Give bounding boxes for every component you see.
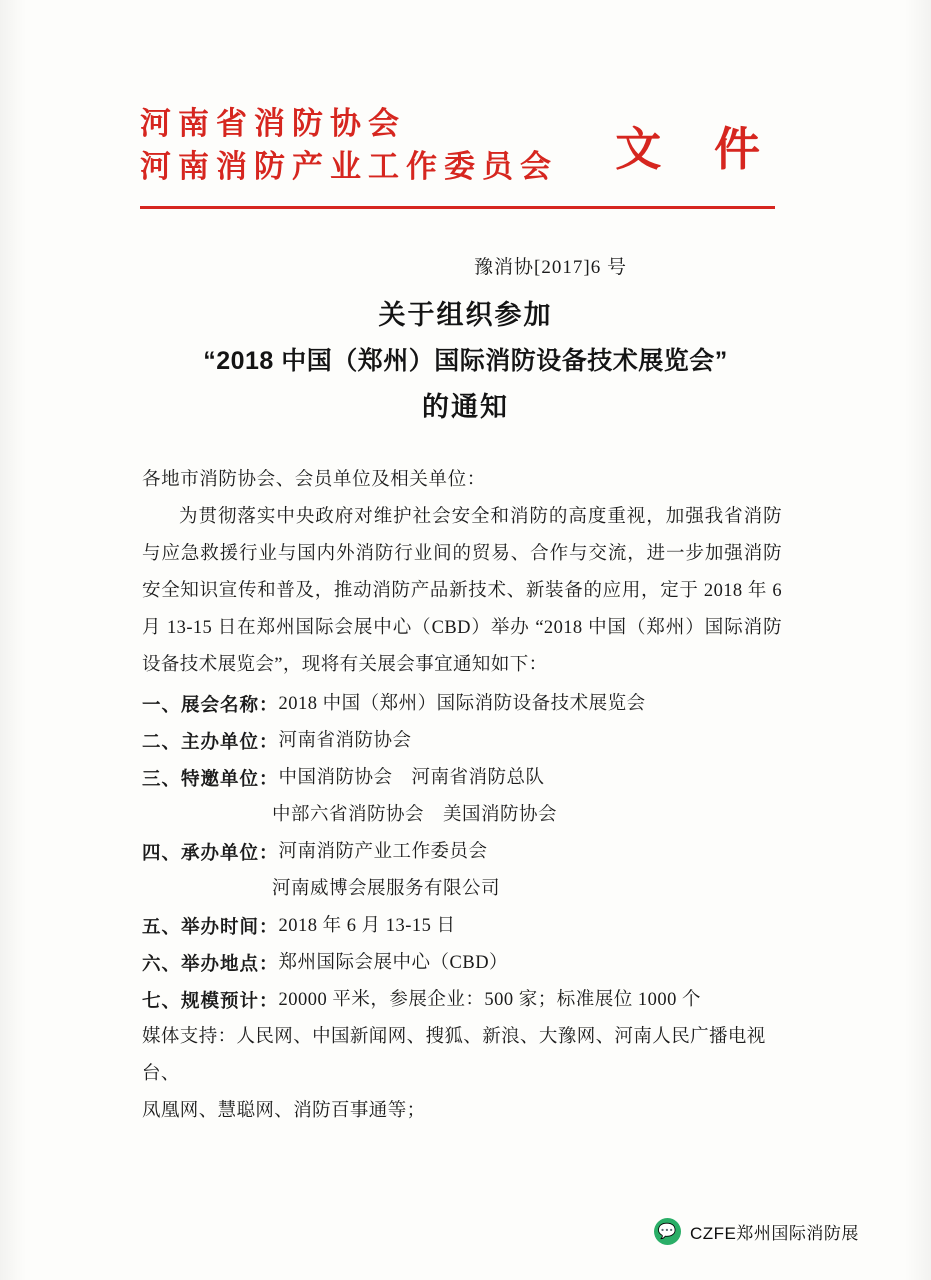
media-support-line-1: 媒体支持：人民网、中国新闻网、搜狐、新浪、大豫网、河南人民广播电视台、 (142, 1027, 766, 1084)
letterhead-document-word: 文 件 (615, 123, 780, 175)
list-item-label: 四、承办单位： (142, 842, 279, 863)
list-item (142, 834, 782, 871)
footer-watermark (654, 1218, 859, 1245)
title-line-2: “2018 中国（郑州）国际消防设备技术展览会” (203, 347, 728, 375)
list-item-label: 六、举办地点： (142, 953, 279, 974)
list-item-value: 河南消防产业工作委员会 (278, 842, 488, 862)
scan-edge-right (905, 0, 931, 1280)
list-item-subvalue: 中部六省消防协会 美国消防协会 (272, 805, 558, 825)
letterhead-org-lines (140, 108, 558, 183)
list-item-label: 二、主办单位： (142, 731, 279, 752)
list-item (142, 723, 782, 760)
list-item-subvalue: 河南威博会展服务有限公司 (272, 879, 501, 899)
title-line-3: 的通知 (422, 392, 509, 422)
letterhead-line-2: 河南消防产业工作委员会 (140, 149, 558, 184)
list-item-label: 五、举办时间： (142, 916, 279, 937)
letterhead-line-1: 河南省消防协会 (140, 106, 406, 142)
scan-edge-left (0, 0, 26, 1280)
list-item-label: 一、展会名称： (142, 694, 279, 715)
list-item (142, 686, 782, 723)
document-body (142, 462, 782, 1130)
letterhead (140, 86, 790, 206)
numbered-items-list (142, 686, 782, 1019)
body-salutation: 各地市消防协会、会员单位及相关单位： (142, 470, 486, 490)
wechat-icon-glyph: 💬 (657, 1223, 678, 1240)
list-item (142, 945, 782, 982)
list-item-value: 郑州国际会展中心（CBD） (278, 953, 509, 973)
list-item-value: 中国消防协会 河南省消防总队 (278, 768, 545, 788)
wechat-icon (654, 1218, 681, 1245)
list-item (142, 760, 782, 797)
document-title (0, 292, 931, 430)
document-number: 豫消协[2017]6 号 (474, 257, 627, 278)
list-item-value: 2018 中国（郑州）国际消防设备技术展览会 (278, 694, 646, 714)
list-item-value: 20000 平米，参展企业：500 家；标准展位 1000 个 (278, 990, 702, 1010)
body-intro-paragraph: 为贯彻落实中央政府对维护社会安全和消防的高度重视，加强我省消防与应急救援行业与国内外消防行业间的贸易、合作与交流，进一步加强消防安全知识宣传和普及，推动消防产品新技术、新装备的应用，定于 2018 年 6 月 13-15 日在郑州国际会展中心（CBD）举办 “2018 中国（郑州）国际消防设备技术展览会”，现将有关展会事宜通知如下： (142, 507, 782, 675)
footer-badge-label: CZFE郑州国际消防展 (690, 1224, 859, 1243)
list-item (142, 982, 782, 1019)
list-item-label: 七、规模预计： (142, 990, 279, 1011)
list-item-value: 河南省消防协会 (278, 731, 412, 751)
list-item-value: 2018 年 6 月 13-15 日 (278, 916, 456, 936)
list-item (142, 908, 782, 945)
list-item-label: 三、特邀单位： (142, 768, 279, 789)
letterhead-divider-rule (140, 206, 775, 209)
media-support-line-2: 凤凰网、慧聪网、消防百事通等； (142, 1101, 426, 1121)
title-line-1: 关于组织参加 (378, 300, 553, 330)
